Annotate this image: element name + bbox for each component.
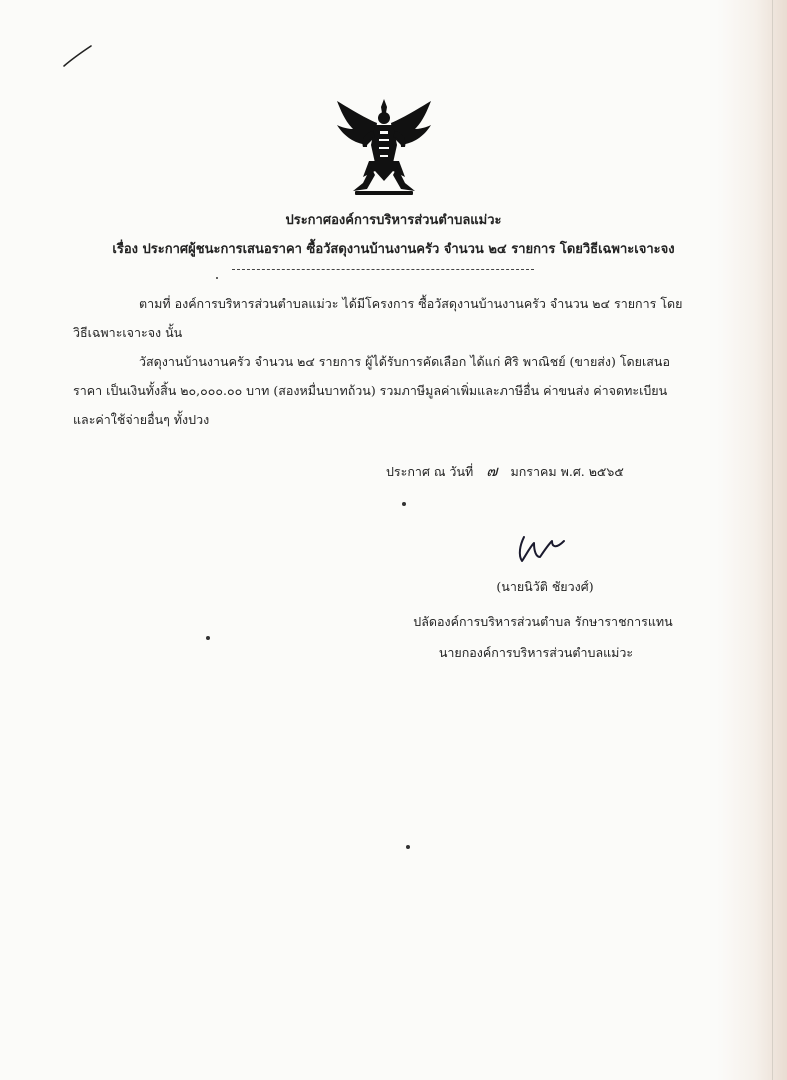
date-prefix: ประกาศ ณ วันที่ — [386, 464, 474, 479]
announcement-subject: เรื่อง ประกาศผู้ชนะการเสนอราคา ซื้อวัสดุงานบ้านงานครัว จำนวน ๒๔ รายการ โดยวิธีเฉพาะเจาะจง — [112, 242, 675, 257]
signatory-organization: นายกองค์การบริหารส่วนตำบลแม่วะ — [438, 645, 634, 660]
handwritten-signature — [514, 533, 568, 565]
garuda-emblem-icon — [333, 97, 435, 199]
paragraph-2-line-1: วัสดุงานบ้านงานครัว จำนวน ๒๔ รายการ ผู้ได้รับการคัดเลือก ได้แก่ ศิริ พาณิชย์ (ขายส่ง) โดยเสนอ — [139, 354, 670, 369]
paper-speck — [402, 502, 406, 506]
paper-speck — [206, 636, 210, 640]
paper-speck — [216, 277, 218, 279]
announcement-date — [386, 459, 624, 483]
signatory-name: (นายนิวัติ ชัยวงศ์) — [496, 579, 594, 594]
paper-speck — [406, 845, 410, 849]
paragraph-1-line-1: ตามที่ องค์การบริหารส่วนตำบลแม่วะ ได้มีโครงการ ซื้อวัสดุงานบ้านงานครัว จำนวน ๒๔ รายการ โดย — [139, 296, 683, 311]
date-day: ๗ — [486, 462, 498, 480]
paragraph-1-line-2: วิธีเฉพาะเจาะจง นั้น — [73, 325, 183, 340]
signatory-position: ปลัดองค์การบริหารส่วนตำบล รักษาราชการแทน — [413, 614, 673, 629]
paragraph-2-line-3: และค่าใช้จ่ายอื่นๆ ทั้งปวง — [73, 412, 210, 427]
paper-stain — [717, 0, 787, 1080]
paper-edge — [772, 0, 773, 1080]
paragraph-2-line-2: ราคา เป็นเงินทั้งสิ้น ๒๐,๐๐๐.๐๐ บาท (สองหมื่นบาทถ้วน) รวมภาษีมูลค่าเพิ่มและภาษีอื่น ค่าขนส่ง ค่าจดทะเบียน — [73, 383, 668, 398]
date-month-year: มกราคม พ.ศ. ๒๕๖๕ — [510, 464, 624, 479]
announcement-title: ประกาศองค์การบริหารส่วนตำบลแม่วะ — [285, 213, 502, 228]
separator-line — [232, 269, 534, 270]
pen-mark — [62, 44, 94, 70]
